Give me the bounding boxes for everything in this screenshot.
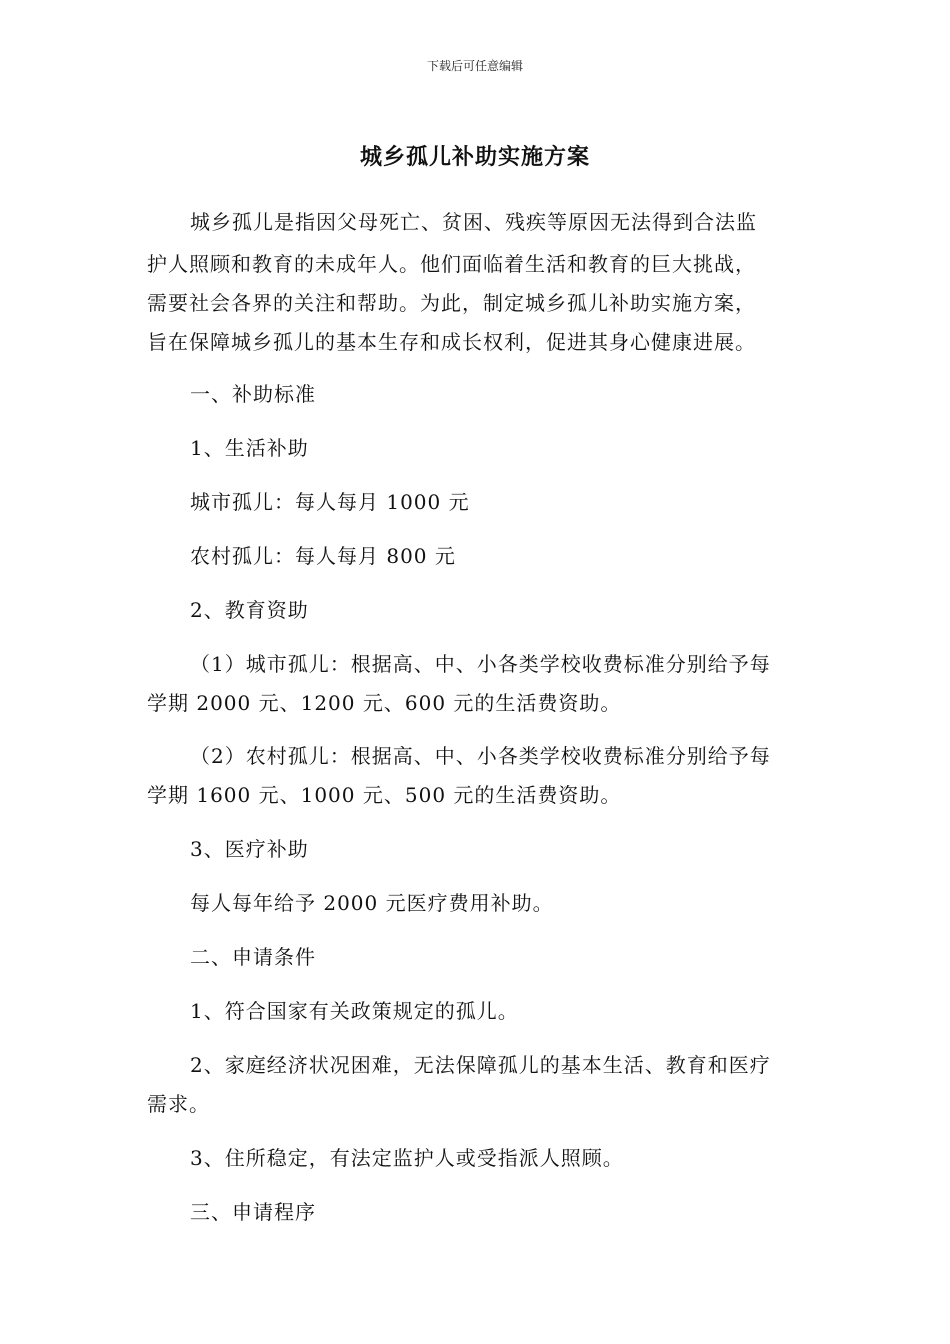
subheading-living: 1、生活补助 xyxy=(190,436,309,460)
intro-line-3: 需要社会各界的关注和帮助。为此，制定城乡孤儿补助实施方案， xyxy=(147,291,756,315)
living-urban: 城市孤儿：每人每月 1000 元 xyxy=(190,490,470,514)
intro-line-2: 护人照顾和教育的未成年人。他们面临着生活和教育的巨大挑战， xyxy=(147,252,756,276)
living-rural: 农村孤儿：每人每月 800 元 xyxy=(190,544,456,568)
section-heading-2: 二、申请条件 xyxy=(190,945,316,969)
education-urban-line-1: （1）城市孤儿：根据高、中、小各类学校收费标准分别给予每 xyxy=(190,652,771,676)
intro-line-4: 旨在保障城乡孤儿的基本生存和成长权利，促进其身心健康进展。 xyxy=(147,330,756,354)
condition-2-line-2: 需求。 xyxy=(147,1092,210,1116)
intro-line-1: 城乡孤儿是指因父母死亡、贫困、残疾等原因无法得到合法监 xyxy=(190,210,757,234)
medical-text: 每人每年给予 2000 元医疗费用补助。 xyxy=(190,891,554,915)
condition-1: 1、符合国家有关政策规定的孤儿。 xyxy=(190,999,519,1023)
subheading-medical: 3、医疗补助 xyxy=(190,837,309,861)
header-note: 下载后可任意编辑 xyxy=(426,59,523,73)
subheading-education: 2、教育资助 xyxy=(190,598,309,622)
condition-2-line-1: 2、家庭经济状况困难，无法保障孤儿的基本生活、教育和医疗 xyxy=(190,1053,771,1077)
education-urban-line-2: 学期 2000 元、1200 元、600 元的生活费资助。 xyxy=(147,691,622,715)
section-heading-1: 一、补助标准 xyxy=(190,382,316,406)
document-title: 城乡孤儿补助实施方案 xyxy=(359,145,590,170)
condition-3: 3、住所稳定，有法定监护人或受指派人照顾。 xyxy=(190,1146,624,1170)
education-rural-line-1: （2）农村孤儿：根据高、中、小各类学校收费标准分别给予每 xyxy=(190,744,771,768)
section-heading-3: 三、申请程序 xyxy=(190,1200,316,1224)
education-rural-line-2: 学期 1600 元、1000 元、500 元的生活费资助。 xyxy=(147,783,622,807)
